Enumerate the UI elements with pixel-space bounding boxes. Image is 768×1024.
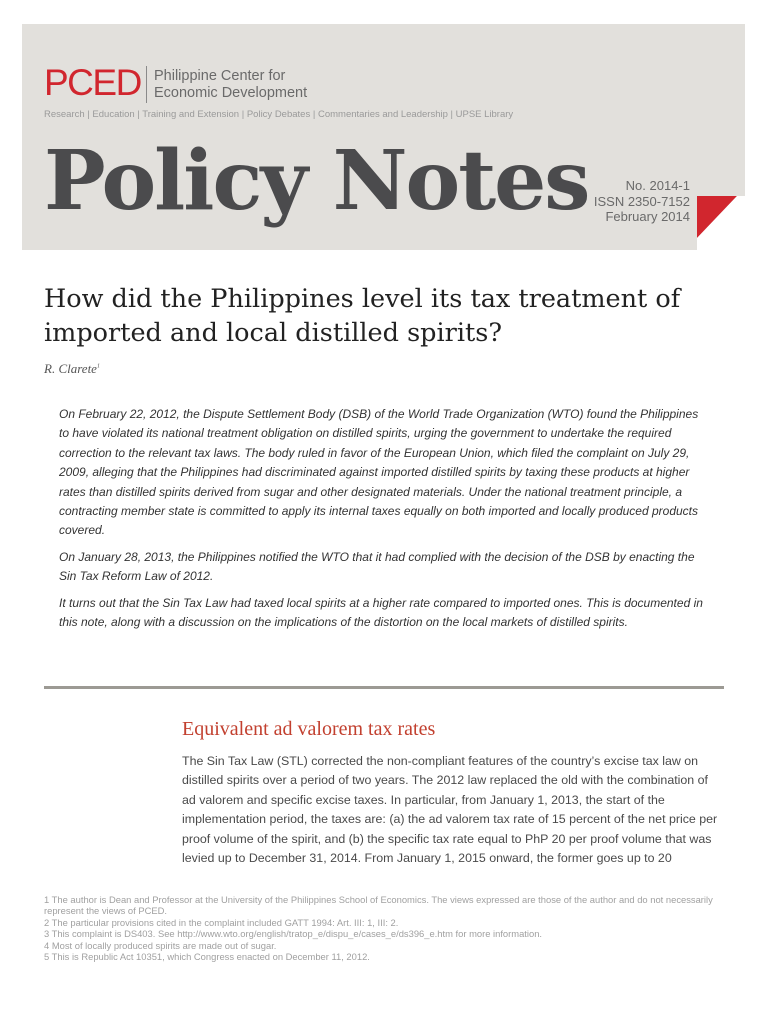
abstract <box>59 405 709 639</box>
abstract-paragraph: On January 28, 2013, the Philippines notified the WTO that it had complied with the decision of the DSB by enacting the Sin Tax Reform Law of 2012. <box>59 549 695 584</box>
issue-info <box>594 178 690 225</box>
abstract-paragraph: On February 22, 2012, the Dispute Settlement Body (DSB) of the World Trade Organization (WTO) found the Philippines to have violated its national treatment obligation on distilled spirits, urging the government to undertake the required correction to the relevant tax laws. The body ruled in favor of the European Union, which filed the complaint on July 29, 2009, alleging that the Philippines had discriminated against imported distilled spirits by taxing these products at higher rates than distilled spirits derived from sugar and other designated materials. Under the national treatment principle, a contracting member state is committed to apply its internal taxes equally on both imported and locally produced products covered. <box>59 407 699 538</box>
author-footnote-mark[interactable]: 1 <box>96 363 100 370</box>
author-name: R. Clarete <box>44 361 97 376</box>
issue-number: No. 2014-1 <box>625 178 690 193</box>
nav-link-training[interactable]: Training and Extension <box>142 109 240 120</box>
organization-name <box>154 68 307 102</box>
body-paragraph: The Sin Tax Law (STL) corrected the non-compliant features of the country’s excise tax law on distilled spirits over a period of two years. The 2012 law replaced the old with the combination of ad valorem and specific excise taxes. In particular, from January 1, 2013, the start of the implementation period, the taxes are: (a) the ad valorem tax rate of 15 percent of the net price per proof volume of the spirit, and (b) the specific tax rate equal to PhP 20 per proof volume that was levied up to December 31, 2014. From January 1, 2015 onward, the former goes up to 20 <box>182 754 718 866</box>
masthead-title: Policy Notes <box>44 133 589 229</box>
footnotes <box>44 894 734 962</box>
abstract-paragraph: It turns out that the Sin Tax Law had taxed local spirits at a higher rate compared to imported ones. This is documented in this note, along with a discussion on the implications of the distortion on the local markets of distilled spirits. <box>59 595 703 630</box>
logo-divider <box>146 66 147 103</box>
footnote: 1 The author is Dean and Professor at the University of the Philippines School of Economics. The views expressed are those of the author and do not necessarily represent the views of PCED. <box>44 894 713 917</box>
nav-link-upse-library[interactable]: UPSE Library <box>455 109 514 120</box>
footnote: 5 This is Republic Act 10351, which Congress enacted on December 11, 2012. <box>44 951 370 963</box>
nav-link-research[interactable]: Research <box>44 109 85 120</box>
footnote: 3 This complaint is DS403. See http://www.wto.org/english/tratop_e/dispu_e/cases_e/ds396_e.htm for more information. <box>44 928 543 940</box>
issn: ISSN 2350-7152 <box>593 193 690 209</box>
nav-link-commentaries[interactable]: Commentaries and Leadership <box>317 109 448 120</box>
section-heading: Equivalent ad valorem tax rates <box>182 718 436 740</box>
author-byline <box>44 361 100 377</box>
section-divider <box>44 686 724 689</box>
org-name-line1: Philippine Center for <box>154 68 286 84</box>
org-name-line2: Economic Development <box>154 85 308 101</box>
issue-date: February 2014 <box>605 209 690 224</box>
pced-logo: PCED <box>44 62 141 103</box>
corner-fold-icon <box>697 196 745 250</box>
nav-link-policy-debates[interactable]: Policy Debates <box>246 109 311 120</box>
article-title: How did the Philippines level its tax treatment of imported and local distilled spirits? <box>44 284 681 348</box>
footnote: 4 Most of locally produced spirits are made out of sugar. <box>44 939 277 951</box>
footnote: 2 The particular provisions cited in the complaint included GATT 1994: Art. III: 1, III: 2. <box>44 916 399 928</box>
nav-links: Research | Education | Training and Extension | Policy Debates | Commentaries and Leadership | UPSE Library <box>44 109 514 120</box>
nav-link-education[interactable]: Education <box>92 109 135 120</box>
